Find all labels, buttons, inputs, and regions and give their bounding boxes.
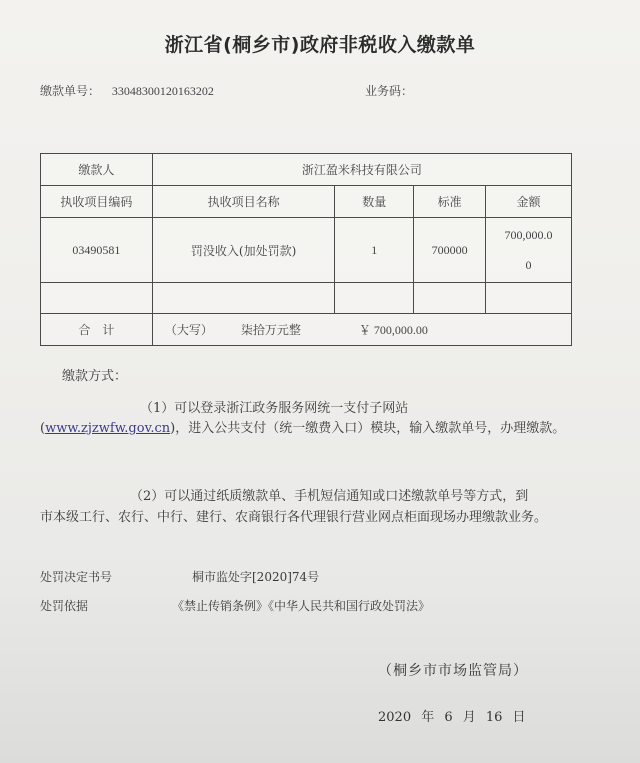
payment-website-link[interactable]: www.zjzwfw.gov.cn bbox=[45, 421, 171, 436]
header-quantity: 数量 bbox=[335, 186, 414, 218]
item-name: 罚没收入(加处罚款) bbox=[152, 218, 335, 283]
total-uppercase-value: 柒拾万元整 bbox=[240, 323, 301, 337]
bill-number-label: 缴款单号： bbox=[40, 84, 101, 98]
payment-method-2-line1: （2）可以通过纸质缴款单、手机短信通知或口述缴款单号等方式，到 bbox=[130, 489, 529, 504]
penalty-basis-value: 《禁止传销条例》《中华人民共和国行政处罚法》 bbox=[172, 599, 431, 613]
penalty-basis-label: 处罚依据 bbox=[40, 599, 89, 613]
decision-number-value: 桐市监处字[2020]74号 bbox=[192, 570, 320, 584]
item-standard: 700000 bbox=[414, 218, 486, 283]
empty-row bbox=[41, 283, 572, 314]
header-name: 执收项目名称 bbox=[152, 186, 335, 218]
payment-table bbox=[40, 153, 572, 346]
document-title: 浙江省(桐乡市)政府非税收入缴款单 bbox=[164, 34, 476, 56]
item-amount-line2: 0 bbox=[525, 258, 532, 272]
item-amount-line1: 700,000.0 bbox=[504, 228, 553, 242]
business-code-label: 业务码： bbox=[365, 84, 414, 98]
payer-row bbox=[41, 154, 572, 186]
bill-number-row bbox=[40, 82, 214, 99]
item-quantity: 1 bbox=[335, 218, 414, 283]
payer-label: 缴款人 bbox=[41, 154, 153, 186]
header-code: 执收项目编码 bbox=[41, 186, 153, 218]
table-row bbox=[41, 218, 572, 283]
decision-number-label: 处罚决定书号 bbox=[40, 570, 113, 584]
total-uppercase-label: （大写） bbox=[164, 323, 213, 337]
payer-name: 浙江盈米科技有限公司 bbox=[152, 154, 571, 186]
header-standard: 标准 bbox=[414, 186, 486, 218]
total-cell bbox=[152, 314, 571, 346]
issue-date: 2020 年 6 月 16 日 bbox=[378, 710, 526, 725]
header-row bbox=[41, 186, 572, 218]
item-amount bbox=[486, 218, 572, 283]
bill-number-value: 33048300120163202 bbox=[111, 84, 214, 98]
business-code-row bbox=[365, 82, 421, 99]
header-amount: 金额 bbox=[486, 186, 572, 218]
item-code: 03490581 bbox=[41, 218, 153, 283]
issuer-name: （桐乡市市场监管局） bbox=[378, 663, 528, 679]
total-amount: ￥ 700,000.00 bbox=[358, 323, 428, 337]
payment-methods-title: 缴款方式： bbox=[62, 369, 128, 384]
payment-method-1-line1: （1）可以登录浙江政务服务网统一支付子网站 bbox=[140, 401, 409, 416]
payment-method-1-rest: (www.zjzwfw.gov.cn)，进入公共支付（统一缴费入口）模块，输入缴款单号，办理缴款。 bbox=[40, 421, 566, 436]
total-label: 合 计 bbox=[41, 314, 153, 346]
total-row bbox=[41, 314, 572, 346]
payment-method-2-rest: 市本级工行、农行、中行、建行、农商银行各代理银行营业网点柜面现场办理缴款业务。 bbox=[40, 510, 548, 525]
